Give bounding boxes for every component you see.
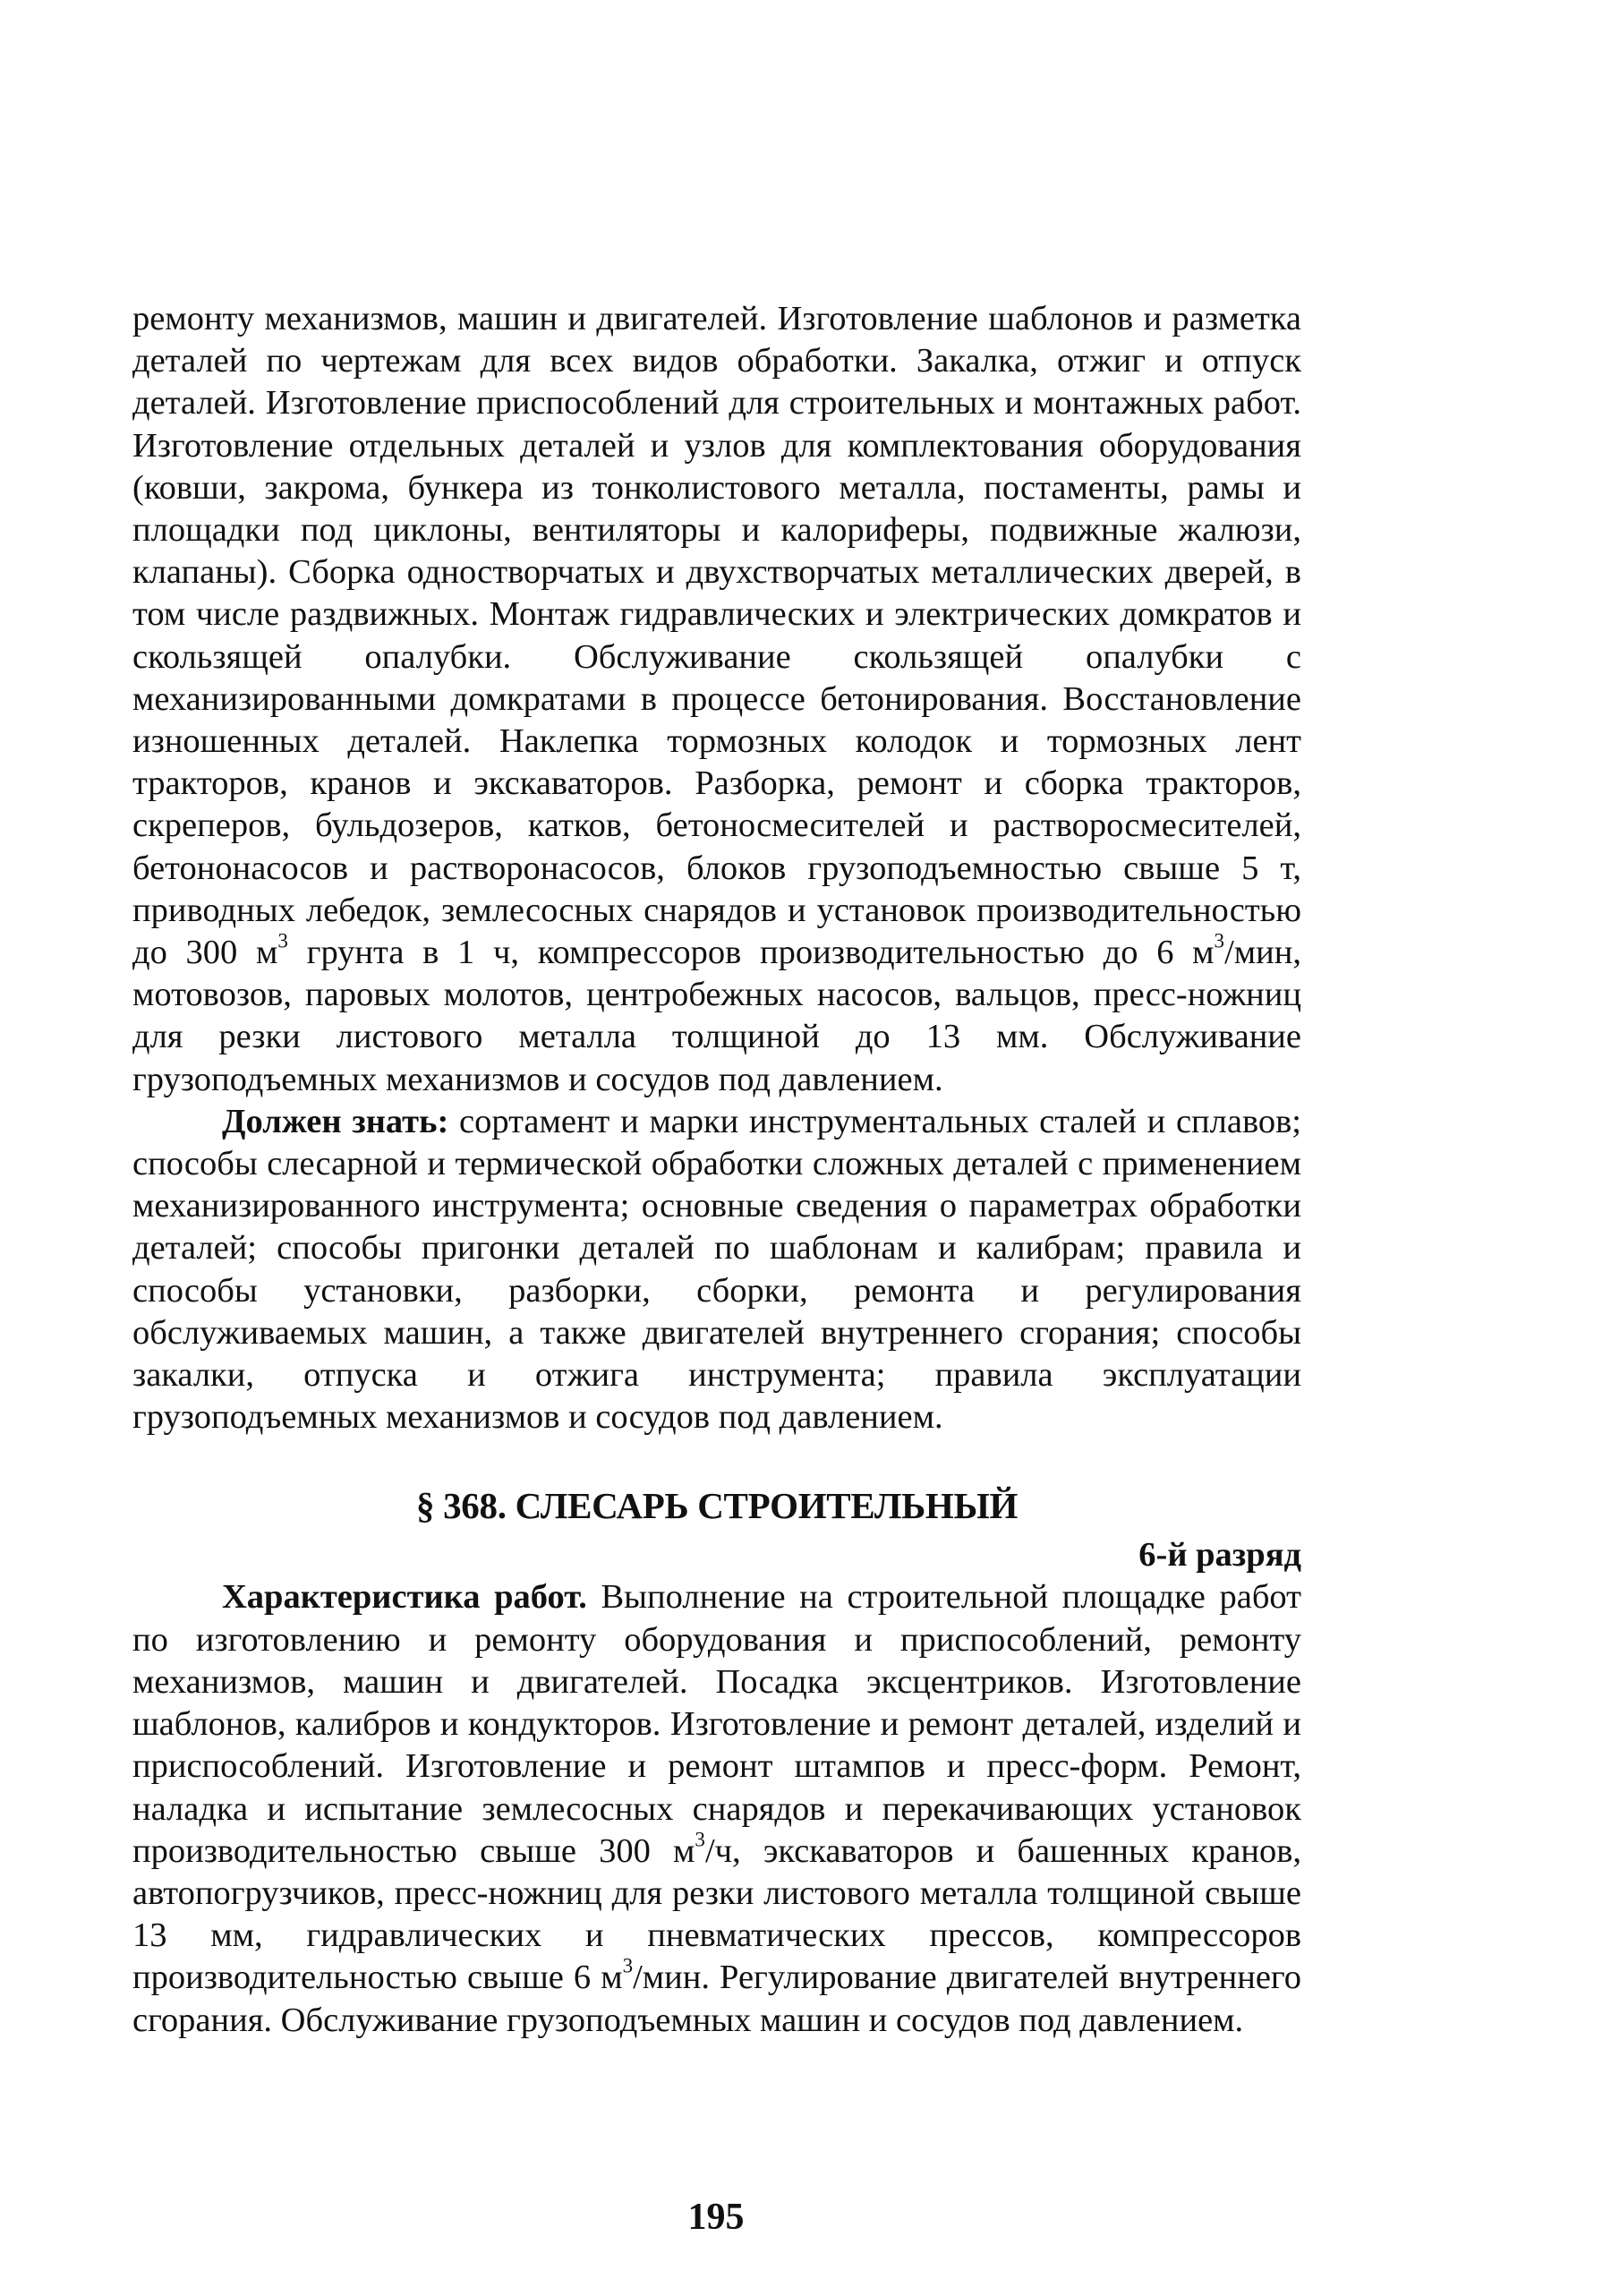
page-number: 195 <box>687 2197 745 2238</box>
must-know-text: сортамент и марки инструментальных сталей и сплавов; способы слесарной и термической обработки сложных деталей с применением механизированного инструмента; основные сведения о параметрах обработки деталей; способы пригонки деталей по шаблонам и калибрам; правила и способы установки, разборки, сборки, ремонта и регулирования обслуживаемых машин, а также двигателей внутреннего сгорания; способы закалки, отпуска и отжига инструмента; правила эксплуатации грузоподъемных механизмов и сосудов под давлением. <box>132 1102 1301 1437</box>
continuation-text-1: ремонту механизмов, машин и двигателей. Изготовление шаблонов и разметка деталей по чертежам для всех видов обработки. Закалка, отжиг и отпуск деталей. Изготовление приспособлений для строительных и монтажных работ. Изготовление отдельных деталей и узлов для комплектования оборудования (ковши, закрома, бункера из тонколистового металла, постаменты, рамы и площадки под циклоны, вентиляторы и калориферы, подвижные жалюзи, клапаны). Сборка одностворчатых и двухстворчатых металлических дверей, в том числе раздвижных. Монтаж гидравлических и электрических домкратов и скользящей опалубки. Обслуживание скользящей опалубки с механизированными домкратами в процессе бетонирования. Восстановление изношенных деталей. Наклепка тормозных колодок и тормозных лент тракторов, кранов и экскаваторов. Разборка, ремонт и сборка тракторов, скреперов, бульдозеров, катков, бетоносмесителей и растворосмесителей, бетононасосов и растворонасосов, блоков грузоподъемностью свыше 5 т, приводных лебедок, землесосных снарядов и установок производительностью до 300 м <box>132 300 1301 972</box>
superscript-cubic: 3 <box>1214 928 1225 952</box>
continuation-paragraph <box>132 298 1301 1101</box>
grade-label: 6-й разряд <box>1138 1536 1301 1575</box>
must-know-paragraph <box>132 1101 1301 1439</box>
superscript-cubic: 3 <box>622 1954 634 1977</box>
continuation-text-3: /мин, мотовозов, паровых молотов, центробежных насосов, вальцов, пресс-ножниц для резки листового металла толщиной до 13 мм. Обслуживание грузоподъемных механизмов и сосудов под давлением. <box>132 934 1301 1098</box>
characteristics-label: Характеристика работ. <box>222 1578 587 1617</box>
characteristics-text-2: /ч, экскаваторов и башенных кранов, автопогрузчиков, пресс-ножниц для резки листового металла толщиной свыше 13 мм, гидравлических и пневматических прессов, компрессоров производительностью свыше 6 м <box>132 1831 1301 1997</box>
section-heading: § 368. СЛЕСАРЬ СТРОИТЕЛЬНЫЙ <box>415 1485 1019 1527</box>
characteristics-text-1: Выполнение на строительной площадке работ по изготовлению и ремонту оборудования и приспособлений, ремонту механизмов, машин и двигателей. Посадка эксцентриков. Изготовление шаблонов, калибров и кондукторов. Изготовление и ремонт деталей, изделий и приспособлений. Изготовление и ремонт штампов и пресс-форм. Ремонт, наладка и испытание землесосных снарядов и перекачивающих установок производительностью свыше 300 м <box>132 1578 1301 1870</box>
document-page <box>132 298 1301 2042</box>
superscript-cubic: 3 <box>277 928 288 952</box>
characteristics-paragraph <box>132 1576 1301 2041</box>
characteristics-text-3: /мин. Регулирование двигателей внутреннего сгорания. Обслуживание грузоподъемных машин и сосудов под давлением. <box>132 1959 1302 2039</box>
superscript-cubic: 3 <box>695 1827 705 1851</box>
continuation-text-2: грунта в 1 ч, компрессоров производительностью до 6 м <box>287 934 1215 972</box>
must-know-label: Должен знать: <box>222 1102 449 1140</box>
